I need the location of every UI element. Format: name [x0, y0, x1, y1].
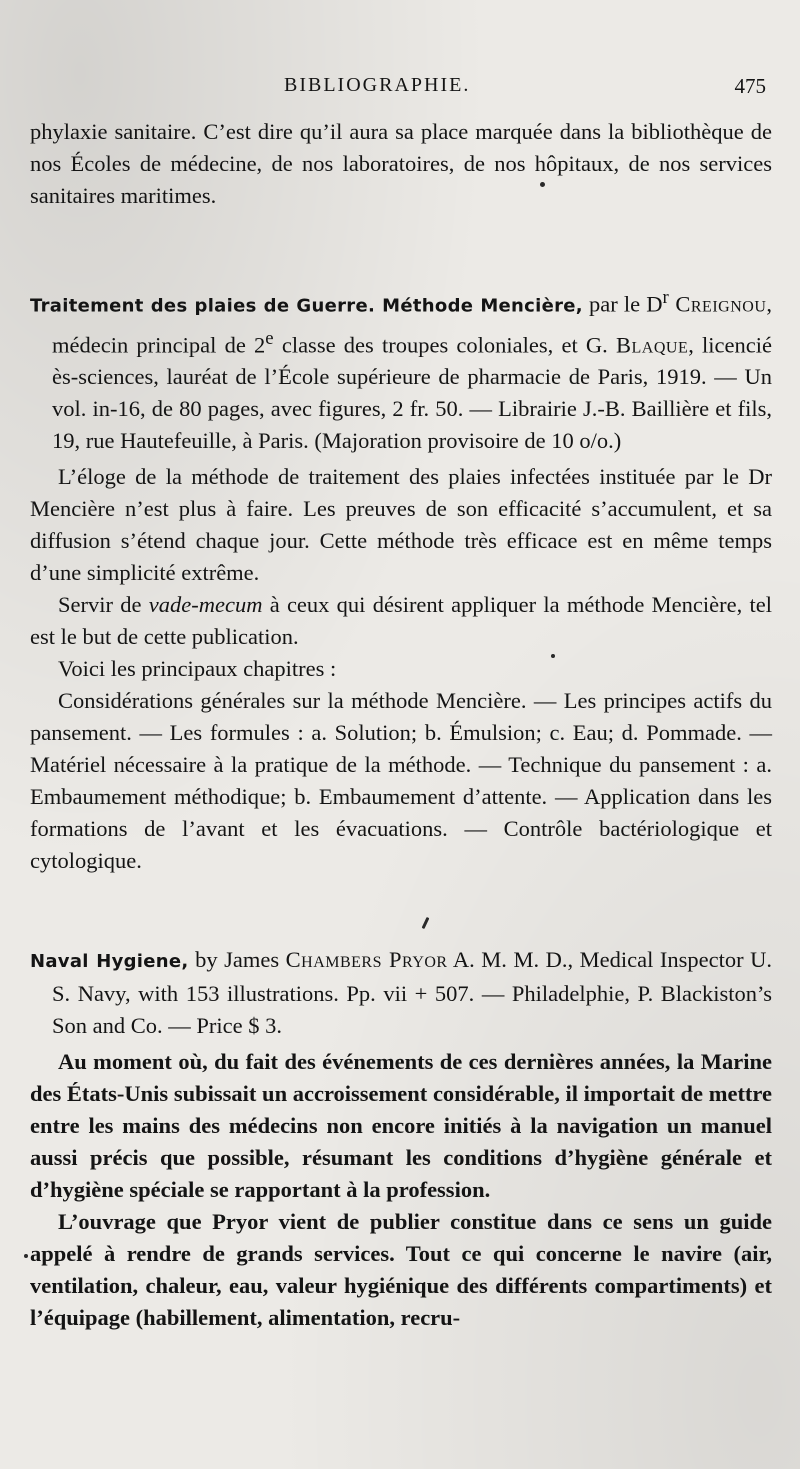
review-paragraph: L’ouvrage que Pryor vient de publier constitue dans ce sens un guide appelé à rendre de grands services. Tout ce qui concerne le navire (air, ventilation, chaleur, eau, valeur hygiénique des différents compartiments) et l’équipage (habillement, alimentation, recru-: [30, 1209, 772, 1330]
review-title: Naval Hygiene,: [30, 951, 189, 972]
review-author-desc: , médecin principal de 2: [52, 291, 773, 357]
review-entry: [30, 282, 772, 457]
scan-speck: [540, 182, 545, 187]
review-publication: , licencié ès-sciences, lauréat de l’École supérieure de pharmacie de Paris, 1919. — Un vol. in-16, de 80 pages, avec figures, 2 fr. 50. — Librairie J.-B. Baillière et fils, 19, rue Hautefeuille, à Paris. (Majoration provisoire de 10 o/o.): [52, 332, 773, 453]
running-title: BIBLIOGRAPHIE.: [284, 74, 471, 96]
review-chapter-list: Considérations générales sur la méthode Mencière. — Les principes actifs du pansement. — Les formules : a. Solution; b. Émulsion; c. Eau; d. Pommade. — Matériel nécessaire à la pratique de la méthode. — Technique du pansement : a. Embaumement méthodique; b. Embaumement d’attente. — Application dans les formations de l’avant et les évacuations. — Contrôle bactériologique et cytologique.: [30, 688, 772, 873]
review-by: par le D: [582, 291, 663, 317]
continuation-paragraph: phylaxie sanitaire. C’est dire qu’il aura sa place marquée dans la bibliothèque de nos Écoles de médecine, de nos laboratoires, de nos hôpitaux, de nos services sanitaires maritimes.: [30, 119, 772, 208]
scan-speck: [551, 654, 555, 658]
review-emphasis: vade-mecum: [148, 592, 263, 617]
review-author-sup: e: [265, 327, 274, 349]
scan-speck: [24, 1254, 28, 1258]
review-by-sup: r: [662, 287, 669, 308]
review-title: Traitement des plaies de Guerre. Méthode Mencière,: [30, 295, 583, 317]
review-author-rest: classe des troupes coloniales, et G.: [273, 332, 616, 357]
review-author: Chambers Pryor: [285, 947, 448, 972]
review-mencière: [30, 282, 772, 877]
review-paragraph: L’éloge de la méthode de traitement des plaies infectées instituée par le Dr Mencière n’est plus à faire. Les preuves de son efficacité s’accumulent, et sa diffusion s’étend chaque jour. Cette méthode très efficace est en même temps d’une simplicité extrême.: [30, 464, 772, 585]
scan-speck: [422, 917, 430, 929]
page-number: 475: [734, 74, 766, 98]
page-header: [0, 74, 800, 104]
review-entry: [30, 944, 772, 1042]
review-publication: A. M. M. D., Medical Inspector U. S. Navy, with 153 illustrations. Pp. vii + 507. — Philadelphie, P. Blackiston’s Son and Co. — Price $ 3.: [52, 947, 772, 1038]
review-paragraph: Au moment où, du fait des événements de ces dernières années, la Marine des États-Unis subissait un accroissement considérable, il importait de mettre entre les mains des médecins non encore initiés à la navigation un manuel aussi précis que possible, résumant les conditions d’hygiène générale et d’hygiène spéciale se rapportant à la profession.: [30, 1049, 772, 1202]
review-paragraph: Voici les principaux chapitres :: [58, 656, 337, 681]
review-naval-hygiene: [30, 944, 772, 1334]
review-author: Creignou: [668, 291, 767, 317]
review-paragraph: Servir de vade-mecum à ceux qui désirent appliquer la méthode Mencière, tel est le but de cette publication.: [30, 592, 772, 649]
review-by: by James: [188, 947, 286, 972]
review-coauthor: Blaque: [616, 332, 689, 357]
